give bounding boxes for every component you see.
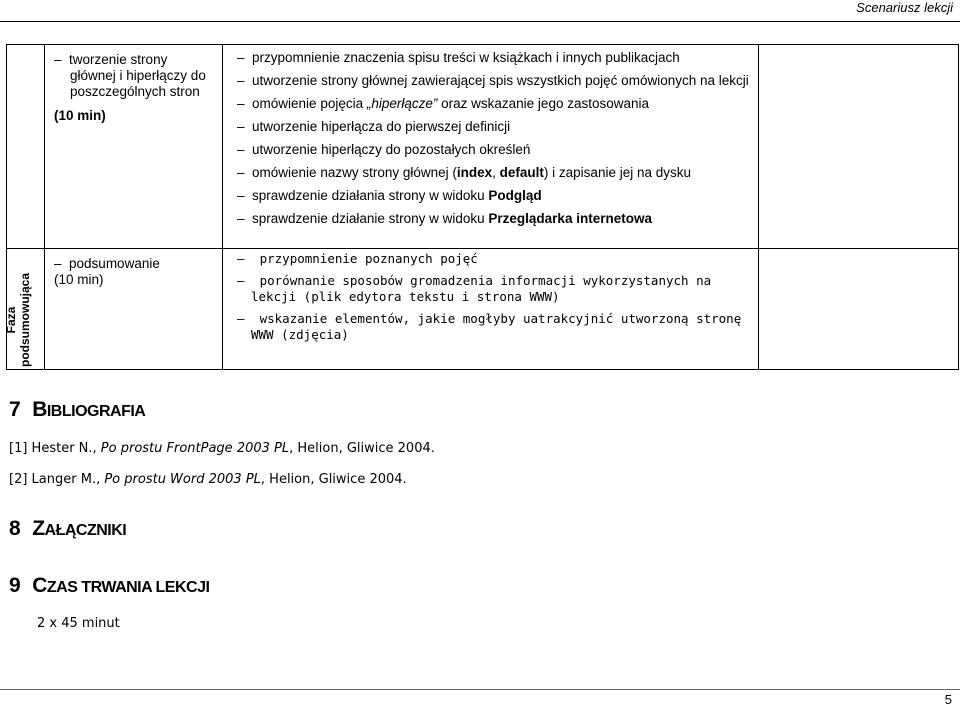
activities-cell	[223, 45, 759, 249]
table-row	[7, 249, 959, 370]
list-item: – utworzenie hiperłącza do pierwszej definicji	[237, 119, 511, 134]
phase-label: Faza podsumowująca	[3, 272, 32, 367]
bibliography-entry: [2] Langer M., Po prostu Word 2003 PL, Helion, Gliwice 2004.	[9, 472, 407, 487]
header-rule	[0, 21, 960, 22]
list-item: – przypomnienie poznanych pojęć	[237, 251, 478, 266]
phase-cell	[7, 45, 45, 249]
bibliography-entry: [1] Hester N., Po prostu FrontPage 2003 PL, Helion, Gliwice 2004.	[9, 441, 435, 456]
topic-item: – tworzenie strony głównej i hiperłączy do poszczególnych stron	[54, 52, 206, 99]
notes-cell	[759, 45, 959, 249]
topic-item: – podsumowanie	[54, 256, 160, 271]
lesson-table	[3, 44, 959, 370]
topic-time: (10 min)	[54, 272, 104, 287]
document-header-title: Scenariusz lekcji	[856, 0, 953, 15]
list-item: – utworzenie strony głównej zawierającej spis wszystkich pojęć omówionych na lekcji	[237, 73, 749, 88]
section-heading-attachments: 8 ZAŁĄCZNIKI	[9, 517, 127, 540]
list-item: – przypomnienie znaczenia spisu treści w książkach i innych publikacjach	[237, 50, 680, 65]
list-item: – utworzenie hiperłączy do pozostałych określeń	[237, 142, 531, 157]
activities-cell	[223, 249, 759, 370]
lesson-duration: 2 x 45 minut	[37, 616, 120, 631]
page-number: 5	[944, 692, 952, 707]
list-item: – porównanie sposobów gromadzenia informacji wykorzystanych na lekcji (plik edytora tekstu i strona WWW)	[237, 273, 712, 304]
topic-cell	[45, 45, 223, 249]
list-item: – omówienie pojęcia „hiperłącze” oraz wskazanie jego zastosowania	[237, 96, 650, 111]
topic-time: (10 min)	[54, 108, 106, 123]
table-row	[7, 45, 959, 249]
footer-rule	[0, 689, 960, 690]
section-heading-bibliography: 7 BIBLIOGRAFIA	[9, 398, 146, 421]
topic-cell	[45, 249, 223, 370]
list-item: – wskazanie elementów, jakie mogłyby uatrakcyjnić utworzoną stronę WWW (zdjęcia)	[237, 311, 742, 342]
list-item: – sprawdzenie działanie strony w widoku Przeglądarka internetowa	[237, 211, 652, 226]
phase-cell	[3, 249, 45, 370]
section-heading-duration: 9 CZAS TRWANIA LEKCJI	[9, 574, 210, 597]
notes-cell	[759, 249, 959, 370]
list-item: – omówienie nazwy strony głównej (index, default) i zapisanie jej na dysku	[237, 165, 691, 180]
list-item: – sprawdzenie działania strony w widoku Podgląd	[237, 188, 542, 203]
